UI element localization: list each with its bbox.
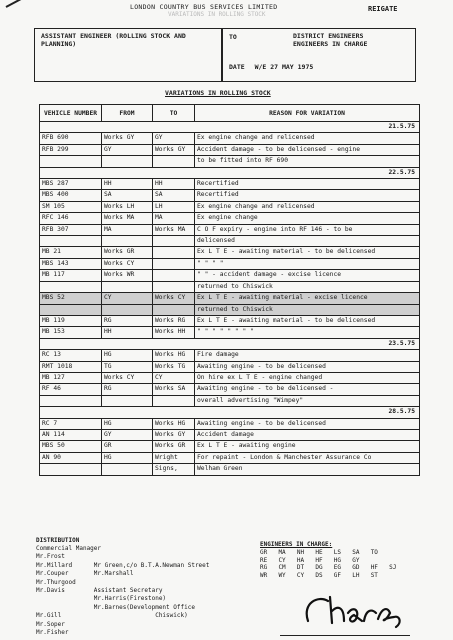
reason-cell: " " " " [195, 258, 420, 269]
variations-table [39, 104, 420, 476]
vehicle-cell: MB 21 [40, 247, 102, 258]
from-cell [102, 156, 153, 167]
vehicle-cell: MBS 400 [40, 190, 102, 201]
table-row [40, 236, 420, 247]
from-cell: HH [102, 327, 153, 338]
engineers-grid [260, 549, 396, 579]
reason-cell: " " - accident damage - excise licence [195, 270, 420, 281]
to-cell: Works HH [153, 327, 195, 338]
date-row [40, 338, 420, 349]
vehicle-cell [40, 236, 102, 247]
from-cell [102, 464, 153, 475]
to-cell: LH [153, 201, 195, 212]
engineers-line: RG CM DT DG EG GD HF SJ [260, 564, 397, 571]
vehicle-cell: MB 153 [40, 327, 102, 338]
distribution-line: Mr.Thurgood [36, 578, 76, 586]
vehicle-cell: RMT 1018 [40, 361, 102, 372]
from-cell: RG [102, 315, 153, 326]
date-heading: 21.5.75 [40, 122, 420, 133]
to-field [293, 32, 367, 48]
corner-mark [6, 0, 32, 8]
table-row [40, 190, 420, 201]
table-row [40, 258, 420, 269]
table-row [40, 281, 420, 292]
table-row [40, 464, 420, 475]
table-row [40, 270, 420, 281]
reason-cell: C O F expiry - engine into RF 146 - to be [195, 224, 420, 235]
table-row [40, 179, 420, 190]
distribution-line: Mr.Millard Mr Green,c/o B.T.A.Newman Street [36, 561, 210, 569]
to-cell: Works GY [153, 429, 195, 440]
reason-cell: Ex engine change and relicensed [195, 133, 420, 144]
to-cell: GY [153, 133, 195, 144]
date-heading: 28.5.75 [40, 407, 420, 418]
from-cell: CY [102, 293, 153, 304]
to-cell: HH [153, 179, 195, 190]
date-heading: 22.5.75 [40, 167, 420, 178]
reason-cell: Accident damage - to be delicensed - engine [195, 144, 420, 155]
from-cell: Works GR [102, 247, 153, 258]
to-cell: CY [153, 372, 195, 383]
signature [298, 591, 408, 635]
table-body [40, 122, 420, 476]
reason-cell: For repaint - London & Manchester Assurance Co [195, 452, 420, 463]
vehicle-cell [40, 304, 102, 315]
table-row [40, 133, 420, 144]
from-cell: HG [102, 418, 153, 429]
date-field [229, 63, 319, 71]
from-cell: Works CY [102, 258, 153, 269]
to-cell: Works GY [153, 144, 195, 155]
to-cell: Works GR [153, 441, 195, 452]
from-cell: RG [102, 384, 153, 395]
from-cell: GR [102, 441, 153, 452]
date-row [40, 407, 420, 418]
reason-cell: delicensed [195, 236, 420, 247]
table-row [40, 418, 420, 429]
vehicle-cell: MB 127 [40, 372, 102, 383]
to-cell: Works SA [153, 384, 195, 395]
reason-cell: Awaiting engine - to be delicensed - [195, 384, 420, 395]
engineers-line: GR MA NH HE LS SA TO [260, 549, 378, 556]
table-row [40, 395, 420, 406]
table-row [40, 293, 420, 304]
vehicle-cell [40, 156, 102, 167]
distribution-line: Mr.Harris(Firestone) [36, 595, 167, 603]
vehicle-cell: MBS 287 [40, 179, 102, 190]
to-cell: Works TG [153, 361, 195, 372]
table-row [40, 304, 420, 315]
reason-cell: returned to Chiswick [195, 304, 420, 315]
vehicle-cell [40, 464, 102, 475]
from-cell: SA [102, 190, 153, 201]
distribution-line: Mr.Fisher [36, 629, 69, 636]
table-row [40, 361, 420, 372]
distribution-line: Mr.Davis Assistant Secretary [36, 587, 163, 594]
to-cell: MA [153, 213, 195, 224]
vehicle-cell: RFC 146 [40, 213, 102, 224]
table-row [40, 224, 420, 235]
reason-cell: Ex L T E - awaiting material - to be delicensed [195, 315, 420, 326]
table-row [40, 441, 420, 452]
date-row [40, 122, 420, 133]
table-row [40, 156, 420, 167]
to-cell [153, 236, 195, 247]
to-cell [153, 395, 195, 406]
depot-name: REIGATE [368, 5, 398, 13]
distribution-footer [36, 537, 436, 640]
to-cell: Works MA [153, 224, 195, 235]
from-cell: HG [102, 350, 153, 361]
to-cell [153, 281, 195, 292]
vehicle-cell: AN 90 [40, 452, 102, 463]
to-line: ENGINEERS IN CHARGE [293, 40, 368, 48]
to-cell: Signs, [153, 464, 195, 475]
reason-cell: Ex L T E - awaiting material - to be delicensed [195, 247, 420, 258]
date-heading: 23.5.75 [40, 338, 420, 349]
reason-cell: On hire ex L T E - engine changed [195, 372, 420, 383]
from-cell: HG [102, 452, 153, 463]
table-header [40, 105, 420, 122]
from-cell [102, 236, 153, 247]
distribution-line: Mr.Gill Chiswick) [36, 612, 188, 620]
distribution-line: Mr.Soper [36, 620, 65, 628]
date-row [40, 167, 420, 178]
vehicle-cell: AN 114 [40, 429, 102, 440]
reason-cell: Ex engine change [195, 213, 420, 224]
from-cell: MA [102, 224, 153, 235]
from-cell: Works GY [102, 133, 153, 144]
table-row [40, 384, 420, 395]
column-header: FROM [102, 105, 153, 122]
vehicle-cell: RFB 299 [40, 144, 102, 155]
reason-cell: Awaiting engine - to be delicensed [195, 361, 420, 372]
table-row [40, 315, 420, 326]
from-cell [102, 395, 153, 406]
memo-header [34, 28, 416, 82]
vehicle-cell: MB 119 [40, 315, 102, 326]
from-cell [102, 304, 153, 315]
reason-cell: " " " " " " " " [195, 327, 420, 338]
vehicle-cell: SM 105 [40, 201, 102, 212]
distribution-title: DISTRIBUTION [36, 537, 80, 544]
vehicle-cell: MB 117 [40, 270, 102, 281]
column-header: REASON FOR VARIATION [195, 105, 420, 122]
vehicle-cell: RC 13 [40, 350, 102, 361]
reason-cell: overall advertising "Wimpey" [195, 395, 420, 406]
to-cell: Works RG [153, 315, 195, 326]
vehicle-cell: RFB 690 [40, 133, 102, 144]
vehicle-cell [40, 281, 102, 292]
vehicle-cell: MBS 52 [40, 293, 102, 304]
table-row [40, 247, 420, 258]
date-value: W/E 27 MAY 1975 [254, 63, 314, 71]
from-cell: HH [102, 179, 153, 190]
reason-cell: Fire damage [195, 350, 420, 361]
from-cell: Works CY [102, 372, 153, 383]
table-row [40, 144, 420, 155]
from-cell: TG [102, 361, 153, 372]
to-cell: Wright [153, 452, 195, 463]
company-name: LONDON COUNTRY BUS SERVICES LIMITED [130, 3, 278, 11]
to-label: TO [229, 33, 237, 41]
to-cell [153, 156, 195, 167]
date-label: DATE [229, 63, 245, 71]
reason-cell: Recertified [195, 190, 420, 201]
reason-cell: Awaiting engine - to be delicensed [195, 418, 420, 429]
vehicle-cell: RC 7 [40, 418, 102, 429]
to-cell: SA [153, 190, 195, 201]
reason-cell: Welham Green [195, 464, 420, 475]
ghost-text: VARIATIONS IN ROLLING STOCK [168, 11, 266, 18]
vehicle-cell: RF 46 [40, 384, 102, 395]
table-row [40, 213, 420, 224]
page-title: VARIATIONS IN ROLLING STOCK [165, 89, 271, 97]
table-row [40, 429, 420, 440]
to-cell [153, 304, 195, 315]
to-cell [153, 258, 195, 269]
vehicle-cell [40, 395, 102, 406]
table-row [40, 452, 420, 463]
reason-cell: Ex L T E - awaiting engine [195, 441, 420, 452]
signature-line [280, 635, 410, 636]
reason-cell: Accident damage [195, 429, 420, 440]
reason-cell: to be fitted into RF 690 [195, 156, 420, 167]
reason-cell: Ex L T E - awaiting material - excise licence [195, 293, 420, 304]
engineers-line: RE CY HA HF HG GY [260, 556, 360, 564]
from-cell: Works LH [102, 201, 153, 212]
reason-cell: Ex engine change and relicensed [195, 201, 420, 212]
reason-cell: returned to Chiswick [195, 281, 420, 292]
column-header: VEHICLE NUMBER [40, 105, 102, 122]
to-cell: Works HG [153, 418, 195, 429]
from-cell: GY [102, 429, 153, 440]
reason-cell: Recertified [195, 179, 420, 190]
from-cell: GY [102, 144, 153, 155]
from-cell [102, 281, 153, 292]
distribution-line: Mr.Couper Mr.Marshall [36, 570, 134, 578]
engineers-line: WR WY CY DS GF LH ST [260, 571, 378, 579]
header-divider [221, 29, 223, 81]
distribution-line: Commercial Manager [36, 545, 102, 552]
from-cell: Works WR [102, 270, 153, 281]
table-row [40, 327, 420, 338]
column-header: TO [153, 105, 195, 122]
table-row [40, 372, 420, 383]
to-cell: Works CY [153, 293, 195, 304]
distribution-line: Mr.Barnes(Development Office [36, 603, 195, 611]
vehicle-cell: MBS 50 [40, 441, 102, 452]
from-field: ASSISTANT ENGINEER (ROLLING STOCK AND PLANNING) [41, 32, 186, 48]
distribution-line: Mr.Frost [36, 553, 65, 561]
to-cell: Works HG [153, 350, 195, 361]
to-line: DISTRICT ENGINEERS [293, 32, 364, 40]
table-row [40, 201, 420, 212]
table-row [40, 350, 420, 361]
to-cell [153, 247, 195, 258]
engineers-title: ENGINEERS IN CHARGE: [260, 541, 333, 548]
vehicle-cell: MBS 143 [40, 258, 102, 269]
to-cell [153, 270, 195, 281]
vehicle-cell: RFB 307 [40, 224, 102, 235]
from-cell: Works MA [102, 213, 153, 224]
